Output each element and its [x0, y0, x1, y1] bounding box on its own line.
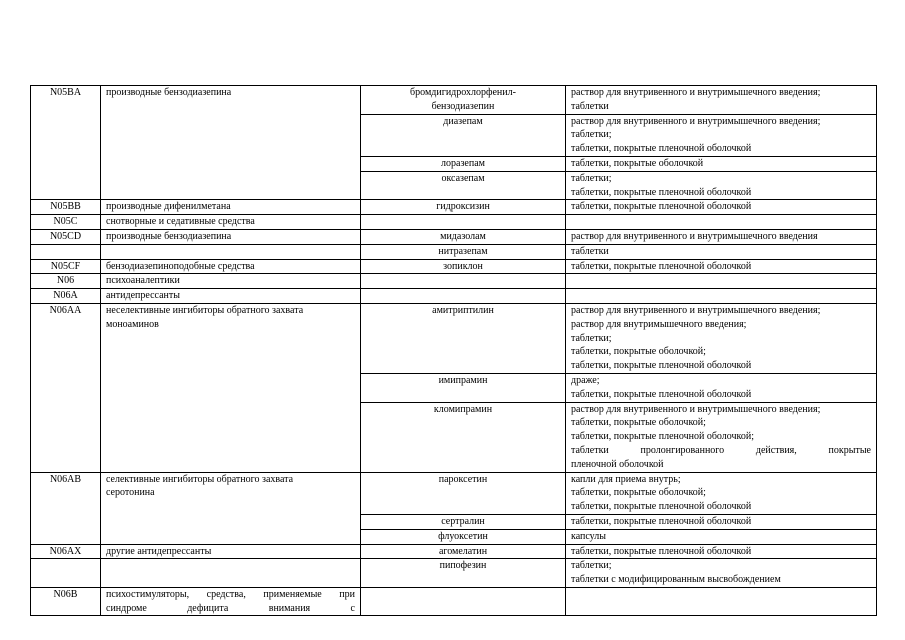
group-name-cell: бензодиазепиноподобные средства [101, 259, 361, 274]
drug-name-cell: зопиклон [361, 259, 566, 274]
group-name-cell: неселективные ингибиторы обратного захвата моноаминов [101, 303, 361, 472]
table-row [31, 244, 877, 259]
drug-name-cell: флуоксетин [361, 529, 566, 544]
dosage-form-cell [566, 215, 877, 230]
atc-code-cell: N06B [31, 587, 101, 616]
table-row [31, 274, 877, 289]
atc-code-cell: N06AX [31, 544, 101, 559]
drug-name-cell [361, 289, 566, 304]
drug-name-cell: бромдигидрохлорфенил- бензодиазепин [361, 86, 566, 115]
table-row [31, 559, 877, 588]
group-name-cell [101, 559, 361, 588]
dosage-form-text: раствор для внутривенного и внутримышечного введения; таблетки, покрытые оболочкой; таблетки, покрытые пленочной оболочкой; [571, 403, 821, 443]
group-name-cell: производные бензодиазепина [101, 86, 361, 200]
drug-name-cell: диазепам [361, 114, 566, 156]
drug-classification-table [30, 85, 877, 616]
atc-code-cell: N05C [31, 215, 101, 230]
dosage-form-text: таблетки пролонгированного действия, покрытые [571, 444, 871, 456]
dosage-form-cell [566, 274, 877, 289]
dosage-form-cell: таблетки; таблетки, покрытые пленочной оболочкой [566, 171, 877, 200]
group-name-text: синдроме дефицита внимания с [106, 602, 355, 614]
atc-code-cell: N05CD [31, 229, 101, 244]
drug-name-cell: сертралин [361, 514, 566, 529]
atc-code-cell [31, 559, 101, 588]
table-row [31, 259, 877, 274]
atc-code-cell: N05BA [31, 86, 101, 200]
drug-name-cell: имипрамин [361, 373, 566, 402]
table-row [31, 200, 877, 215]
group-name-cell [101, 244, 361, 259]
atc-code-cell: N06 [31, 274, 101, 289]
table-row [31, 289, 877, 304]
dosage-form-cell: драже; таблетки, покрытые пленочной оболочкой [566, 373, 877, 402]
table-row [31, 215, 877, 230]
atc-code-cell [31, 244, 101, 259]
dosage-form-cell: таблетки; таблетки с модифицированным высвобождением [566, 559, 877, 588]
dosage-form-cell [566, 587, 877, 616]
group-name-cell: другие антидепрессанты [101, 544, 361, 559]
group-name-cell: производные дифенилметана [101, 200, 361, 215]
dosage-form-cell: раствор для внутривенного и внутримышечного введения [566, 229, 877, 244]
drug-name-cell: пароксетин [361, 472, 566, 514]
table-row [31, 303, 877, 373]
group-name-cell: производные бензодиазепина [101, 229, 361, 244]
dosage-form-cell: таблетки [566, 244, 877, 259]
dosage-form-cell [566, 289, 877, 304]
drug-name-cell: агомелатин [361, 544, 566, 559]
drug-name-cell: лоразепам [361, 156, 566, 171]
group-name-cell: снотворные и седативные средства [101, 215, 361, 230]
drug-name-cell: оксазепам [361, 171, 566, 200]
atc-code-cell: N05BB [31, 200, 101, 215]
table-row [31, 544, 877, 559]
table-row [31, 86, 877, 115]
dosage-form-cell: раствор для внутривенного и внутримышечного введения; таблетки [566, 86, 877, 115]
dosage-form-cell: таблетки, покрытые пленочной оболочкой [566, 514, 877, 529]
drug-name-cell: нитразепам [361, 244, 566, 259]
atc-code-cell: N06A [31, 289, 101, 304]
atc-code-cell: N06AB [31, 472, 101, 544]
table-row [31, 472, 877, 514]
dosage-form-cell: таблетки, покрытые пленочной оболочкой [566, 544, 877, 559]
drug-name-cell: кломипрамин [361, 402, 566, 472]
dosage-form-cell [566, 402, 877, 472]
atc-code-cell: N06AA [31, 303, 101, 472]
dosage-form-cell: таблетки, покрытые оболочкой [566, 156, 877, 171]
dosage-form-cell: капсулы [566, 529, 877, 544]
drug-name-cell: амитриптилин [361, 303, 566, 373]
atc-code-cell: N05CF [31, 259, 101, 274]
dosage-form-cell: капли для приема внутрь; таблетки, покрытые оболочкой; таблетки, покрытые пленочной оболочкой [566, 472, 877, 514]
group-name-cell: психоаналептики [101, 274, 361, 289]
dosage-form-cell: раствор для внутривенного и внутримышечного введения; таблетки; таблетки, покрытые пленочной оболочкой [566, 114, 877, 156]
drug-name-cell: пипофезин [361, 559, 566, 588]
table-row [31, 229, 877, 244]
group-name-cell: селективные ингибиторы обратного захвата серотонина [101, 472, 361, 544]
drug-name-cell: гидроксизин [361, 200, 566, 215]
dosage-form-text: пленочной оболочкой [571, 458, 664, 470]
group-name-text: психостимуляторы, средства, применяемые при [106, 588, 355, 600]
drug-name-cell [361, 215, 566, 230]
table-row [31, 587, 877, 616]
drug-name-cell: мидазолам [361, 229, 566, 244]
drug-name-cell [361, 587, 566, 616]
dosage-form-cell: таблетки, покрытые пленочной оболочкой [566, 200, 877, 215]
group-name-cell: антидепрессанты [101, 289, 361, 304]
drug-name-cell [361, 274, 566, 289]
group-name-cell [101, 587, 361, 616]
dosage-form-cell: раствор для внутривенного и внутримышечного введения; раствор для внутримышечного введения; таблетки; таблетки, покрытые оболочкой; таблетки, покрытые пленочной оболочкой [566, 303, 877, 373]
dosage-form-cell: таблетки, покрытые пленочной оболочкой [566, 259, 877, 274]
